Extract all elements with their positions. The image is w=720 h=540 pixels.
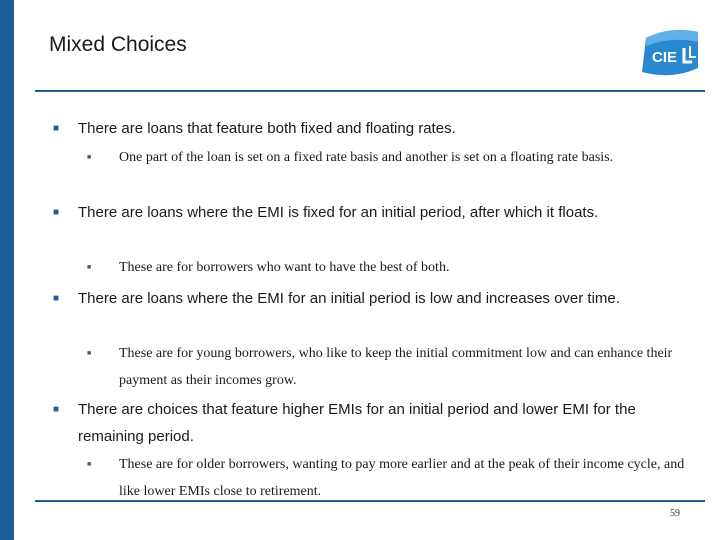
- sub-bullet-1: [87, 144, 687, 171]
- bullet-text: There are choices that feature higher EMIs for an initial period and lower EMI for the remaining period.: [78, 401, 636, 445]
- square-bullet-icon: ■: [53, 404, 60, 415]
- bullet-3: [53, 285, 693, 312]
- sub-bullet-2: [87, 254, 687, 281]
- svg-text:CIE: CIE: [652, 49, 678, 66]
- sub-bullet-3: [87, 340, 687, 394]
- footer-divider: [35, 500, 705, 502]
- ciel-logo: [638, 24, 702, 82]
- slide-title: Mixed Choices: [49, 33, 187, 56]
- bullet-text: There are loans where the EMI for an initial period is low and increases over time.: [78, 290, 620, 307]
- bullet-1: [53, 115, 693, 142]
- bullet-text: There are loans where the EMI is fixed for an initial period, after which it floats.: [78, 204, 599, 221]
- page-number: 59: [670, 508, 680, 519]
- square-bullet-icon: ■: [87, 349, 92, 357]
- left-accent-band: [0, 0, 14, 540]
- sub-bullet-text: These are for borrowers who want to have the best of both.: [119, 260, 450, 275]
- bullet-2: [53, 199, 653, 226]
- square-bullet-icon: ■: [53, 123, 60, 134]
- title-divider: [35, 90, 705, 92]
- sub-bullet-text: These are for young borrowers, who like to keep the initial commitment low and can enhance their payment as their incomes grow.: [119, 346, 673, 388]
- square-bullet-icon: ■: [87, 263, 92, 271]
- bullet-text: There are loans that feature both fixed and floating rates.: [78, 120, 456, 137]
- sub-bullet-text: One part of the loan is set on a fixed rate basis and another is set on a floating rate basis.: [119, 150, 614, 165]
- square-bullet-icon: ■: [87, 460, 92, 468]
- sub-bullet-4: [87, 451, 687, 505]
- square-bullet-icon: ■: [87, 153, 92, 161]
- bullet-4: [53, 396, 693, 450]
- sub-bullet-text: These are for older borrowers, wanting to pay more earlier and at the peak of their income cycle, and like lower EMIs close to retirement.: [119, 457, 685, 499]
- square-bullet-icon: ■: [53, 293, 60, 304]
- square-bullet-icon: ■: [53, 207, 60, 218]
